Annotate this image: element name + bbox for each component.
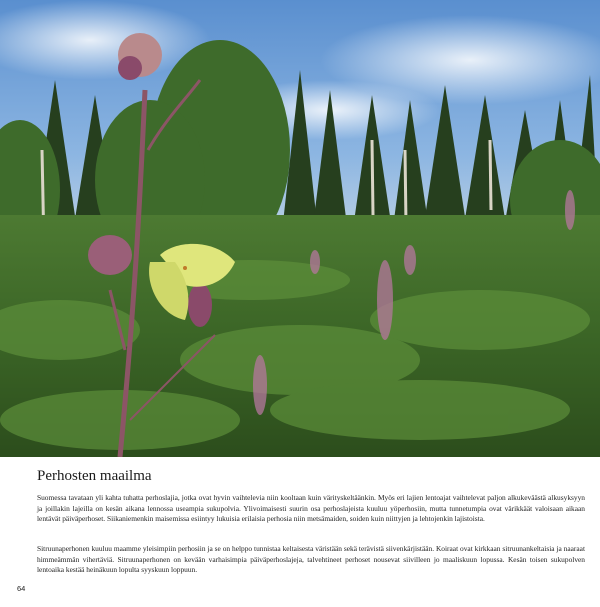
thistle-head [88, 235, 132, 275]
thistle-bud [188, 283, 212, 327]
article-paragraph-2: Sitruunaperhonen kuuluu maamme yleisimpiin perhosiin ja se on helppo tunnistaa keltaisesta väristään sekä terävistä siivenkärjistään. Koiraat ovat kirkkaan sitruunankeltaisia ja naaraat himmeämmän vihertäviä. Sitruunaperhonen on kevään varhaisimpia päiväperhoslajeja, talvehtineet perhoset nousevat siivilleen jo maaliskuun lopussa. Kesän toisen sukupolven lentoaika kestää heinäkuun lopulta syyskuun loppuun. [37, 544, 585, 575]
page-number: 64 [17, 584, 26, 593]
article-paragraph-1: Suomessa tavataan yli kahta tuhatta perhoslajia, jotka ovat hyvin vaihtelevia niin kooltaan kuin värityskeltäänkin. Myös eri lajien lentoajat vaihtelevat paljon alkukeväästä alkusyksyyn ja joillakin lajeilla on kesän aikana lennossa useampia sukupolvia. Ylivoimaisesti suurin osa perhoslajeista kuuluu yöperhosiin, mutta tunnetumpia ovat värikkäät valoisaan aikaan lentävät päiväperhoset. Siikaniemenkin maisemissa esiintyy lukuisia erilaisia perhosia niin metsämaiden, soiden kuin niittyjen ja lehtojenkin lajistoista. [37, 493, 585, 524]
article-title: Perhosten maailma [37, 468, 152, 484]
